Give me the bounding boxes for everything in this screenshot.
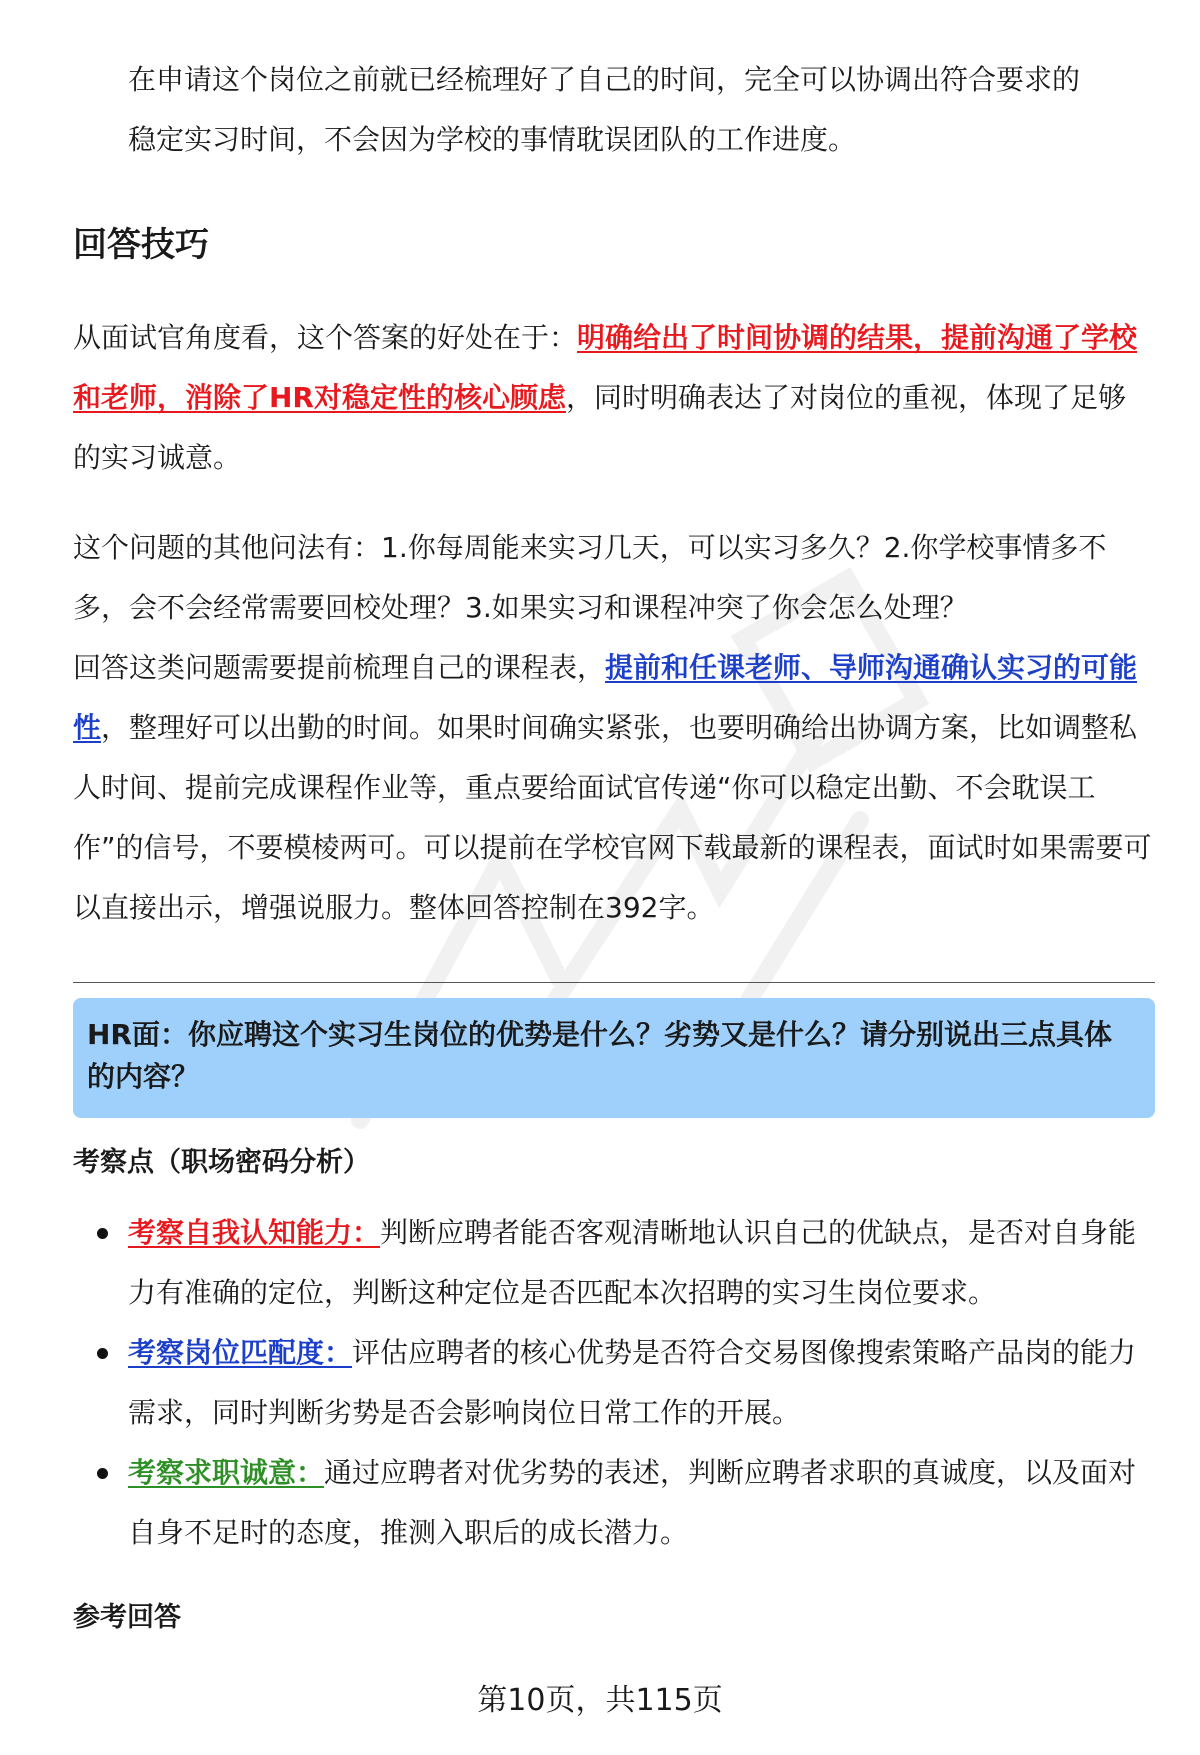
assessment-item-label: 考察岗位匹配度： [128, 1336, 353, 1369]
assessment-item-text: 评估应聘者的核心优势是否符合交易图像搜索策略产品岗的能力需求，同时判断劣势是否会影响岗位日常工作的开展。 [128, 1336, 1137, 1429]
tips-p3-suffix: ，整理好可以出勤的时间。如果时间确实紧张，也要明确给出协调方案，比如调整私人时间、提前完成课程作业等，重点要给面试官传递“你可以稳定出勤、不会耽误工作”的信号，不要模棱两可。可以提前在学校官网下载最新的课程表，面试时如果需要可以直接出示，增强说服力。整体回答控制在392字。 [73, 711, 1152, 924]
section-divider [73, 982, 1155, 983]
bullet-dot-icon [97, 1468, 108, 1479]
tips-paragraph-3 [73, 638, 1153, 938]
intro-line-1: 在申请这个岗位之前就已经梳理好了自己的时间，完全可以协调出符合要求的 [128, 63, 1081, 96]
tips-p1-emphasis: 明确给出了时间协调的结果，提前沟通了学校和老师，消除了HR对稳定性的核心顾虑 [73, 321, 1138, 414]
list-item [73, 1443, 1158, 1563]
assessment-heading: 考察点（职场密码分析） [73, 1147, 370, 1178]
tips-paragraph-2: 这个问题的其他问法有：1.你每周能来实习几天，可以实习多久？2.你学校事情多不多，会不会经常需要回校处理？3.如果实习和课程冲突了你会怎么处理？ [73, 531, 1107, 624]
tips-p3-prefix: 回答这类问题需要提前梳理自己的课程表， [73, 651, 606, 684]
tips-p1-prefix: 从面试官角度看，这个答案的好处在于： [73, 321, 578, 354]
tips-p1-suffix: ，同时明确表达了对岗位的重视，体现了足够的实习诚意。 [73, 381, 1127, 474]
tips-p3-emphasis: 提前和任课老师、导师沟通确认实习的可能性 [73, 651, 1138, 744]
question-text: HR面：你应聘这个实习生岗位的优势是什么？劣势又是什么？请分别说出三点具体的内容？ [87, 1018, 1112, 1093]
assessment-item-label: 考察求职诚意： [128, 1456, 325, 1489]
reference-heading: 参考回答 [73, 1602, 181, 1633]
section-heading-tips: 回答技巧 [73, 225, 209, 265]
assessment-item-text: 判断应聘者能否客观清晰地认识自己的优缺点，是否对自身能力有准确的定位，判断这种定位是否匹配本次招聘的实习生岗位要求。 [128, 1216, 1137, 1309]
list-item [73, 1203, 1158, 1323]
list-item [73, 1323, 1158, 1443]
assessment-item-label: 考察自我认知能力： [128, 1216, 381, 1249]
question-callout [73, 998, 1155, 1118]
assessment-list [73, 1203, 1158, 1563]
assessment-item-text: 通过应聘者对优劣势的表述，判断应聘者求职的真诚度，以及面对自身不足时的态度，推测入职后的成长潜力。 [128, 1456, 1137, 1549]
intro-line-2: 稳定实习时间，不会因为学校的事情耽误团队的工作进度。 [128, 123, 857, 156]
bullet-dot-icon [97, 1348, 108, 1359]
tips-paragraph-1 [73, 308, 1153, 488]
page-indicator: 第10页，共115页 [477, 1683, 723, 1718]
bullet-dot-icon [97, 1228, 108, 1239]
